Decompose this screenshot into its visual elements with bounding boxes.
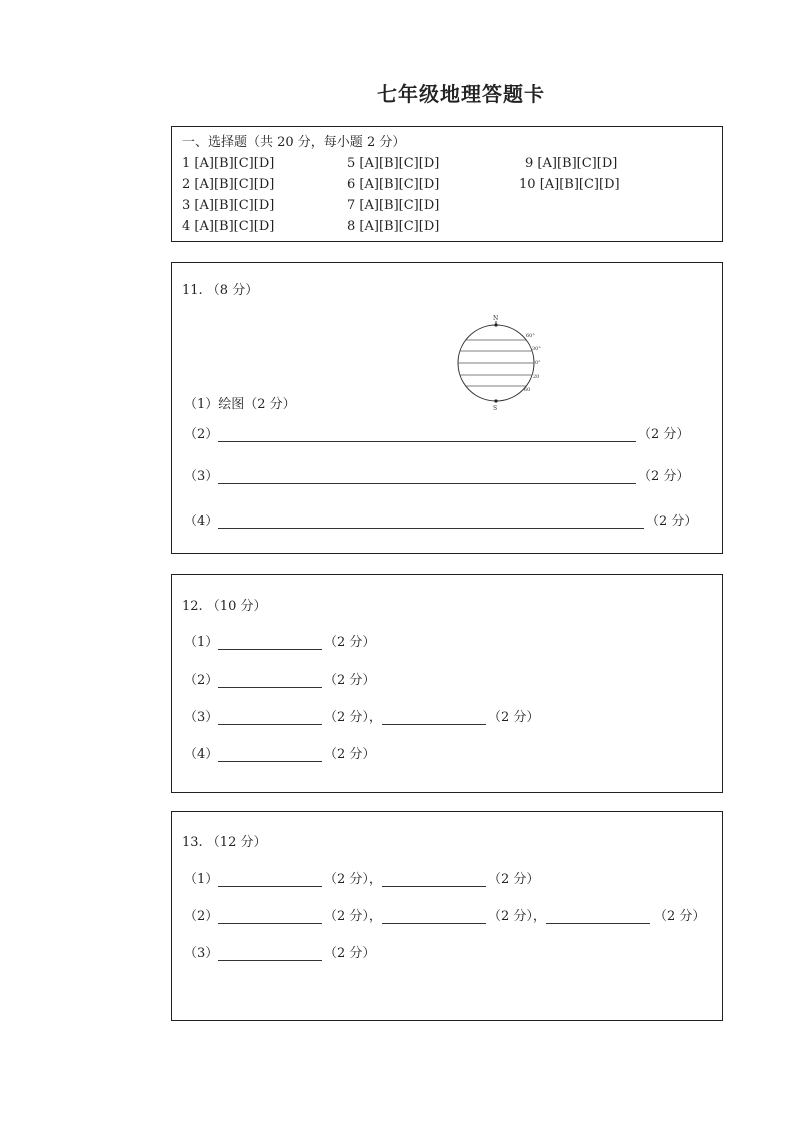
score-label: （2 分） <box>638 469 690 484</box>
choice-item-10[interactable] <box>519 177 620 193</box>
choice-item-4[interactable] <box>182 219 274 235</box>
score-label: （2 分） <box>654 909 706 924</box>
question-12-part-4-label: （4） <box>184 747 219 762</box>
answer-line[interactable] <box>218 687 322 688</box>
globe-diagram[interactable] <box>454 315 544 415</box>
choice-num: 8 <box>347 219 356 234</box>
score-label: （2 分）， <box>488 909 546 924</box>
question-13-header: 13. （12 分） <box>182 835 267 850</box>
choice-options[interactable]: [A][B][C][D] <box>194 177 275 192</box>
choice-num: 1 <box>182 156 191 171</box>
question-11-part-4-label: （4） <box>184 514 219 529</box>
choice-item-3[interactable] <box>182 198 274 214</box>
score-label: （2 分） <box>488 872 540 887</box>
answer-line[interactable] <box>382 923 486 924</box>
question-13-part-3-label: （3） <box>184 946 219 961</box>
question-11-section <box>171 262 723 554</box>
lat-label: 30° <box>532 346 541 352</box>
choice-options[interactable]: [A][B][C][D] <box>537 156 618 171</box>
question-12-part-3-label: （3） <box>184 710 219 725</box>
answer-line[interactable] <box>218 960 322 961</box>
choice-options[interactable]: [A][B][C][D] <box>194 219 275 234</box>
question-12-header: 12. （10 分） <box>182 599 267 614</box>
lat-label: 60° <box>526 333 535 339</box>
question-11-part-3-label: （3） <box>184 469 219 484</box>
score-label: （2 分） <box>324 747 376 762</box>
score-label: （2 分）， <box>324 909 382 924</box>
lat-label: 0° <box>535 360 541 366</box>
choice-options[interactable]: [A][B][C][D] <box>359 156 440 171</box>
score-label: （2 分） <box>488 710 540 725</box>
score-label: （2 分）， <box>324 710 382 725</box>
score-label: （2 分）， <box>324 872 382 887</box>
choice-num: 3 <box>182 198 191 213</box>
choice-item-9[interactable] <box>525 156 617 172</box>
answer-line[interactable] <box>218 761 322 762</box>
question-13-part-1-label: （1） <box>184 872 219 887</box>
lat-label: 20 <box>533 374 540 380</box>
choice-item-1[interactable] <box>182 156 274 172</box>
question-13-section <box>171 811 723 1021</box>
score-label: （2 分） <box>646 514 698 529</box>
choice-options[interactable]: [A][B][C][D] <box>539 177 620 192</box>
answer-line[interactable] <box>218 923 322 924</box>
question-11-header: 11. （8 分） <box>182 283 259 298</box>
globe-icon <box>454 315 544 415</box>
score-label: （2 分） <box>324 635 376 650</box>
question-12-part-1-label: （1） <box>184 635 219 650</box>
answer-line[interactable] <box>218 886 322 887</box>
choice-num: 4 <box>182 219 191 234</box>
choice-num: 10 <box>519 177 536 192</box>
choice-options[interactable]: [A][B][C][D] <box>359 177 440 192</box>
lat-label: 60 <box>524 387 531 393</box>
choice-item-7[interactable] <box>347 198 439 214</box>
choice-num: 6 <box>347 177 356 192</box>
choice-options[interactable]: [A][B][C][D] <box>194 156 275 171</box>
answer-line[interactable] <box>546 923 650 924</box>
answer-line[interactable] <box>218 528 644 529</box>
choice-options[interactable]: [A][B][C][D] <box>194 198 275 213</box>
north-label: N <box>493 315 499 322</box>
score-label: （2 分） <box>638 427 690 442</box>
choice-item-6[interactable] <box>347 177 439 193</box>
score-label: （2 分） <box>324 673 376 688</box>
answer-line[interactable] <box>218 483 636 484</box>
answer-line[interactable] <box>218 441 636 442</box>
choice-num: 2 <box>182 177 191 192</box>
choice-num: 9 <box>525 156 534 171</box>
score-label: （2 分） <box>324 946 376 961</box>
page-title: 七年级地理答题卡 <box>377 82 545 106</box>
choice-options[interactable]: [A][B][C][D] <box>359 198 440 213</box>
choice-item-5[interactable] <box>347 156 439 172</box>
question-11-part-2-label: （2） <box>184 427 219 442</box>
choice-item-8[interactable] <box>347 219 439 235</box>
question-13-part-2-label: （2） <box>184 909 219 924</box>
choice-section <box>171 126 723 242</box>
choice-num: 5 <box>347 156 356 171</box>
answer-line[interactable] <box>218 649 322 650</box>
answer-line[interactable] <box>218 724 322 725</box>
south-label: S <box>493 405 498 412</box>
question-12-section <box>171 574 723 793</box>
choice-header: 一、选择题（共 20 分，每小题 2 分） <box>182 135 406 150</box>
question-12-part-2-label: （2） <box>184 673 219 688</box>
choice-options[interactable]: [A][B][C][D] <box>359 219 440 234</box>
choice-num: 7 <box>347 198 356 213</box>
question-11-part-1: （1）绘图（2 分） <box>184 397 296 412</box>
choice-item-2[interactable] <box>182 177 274 193</box>
answer-line[interactable] <box>382 886 486 887</box>
answer-line[interactable] <box>382 724 486 725</box>
